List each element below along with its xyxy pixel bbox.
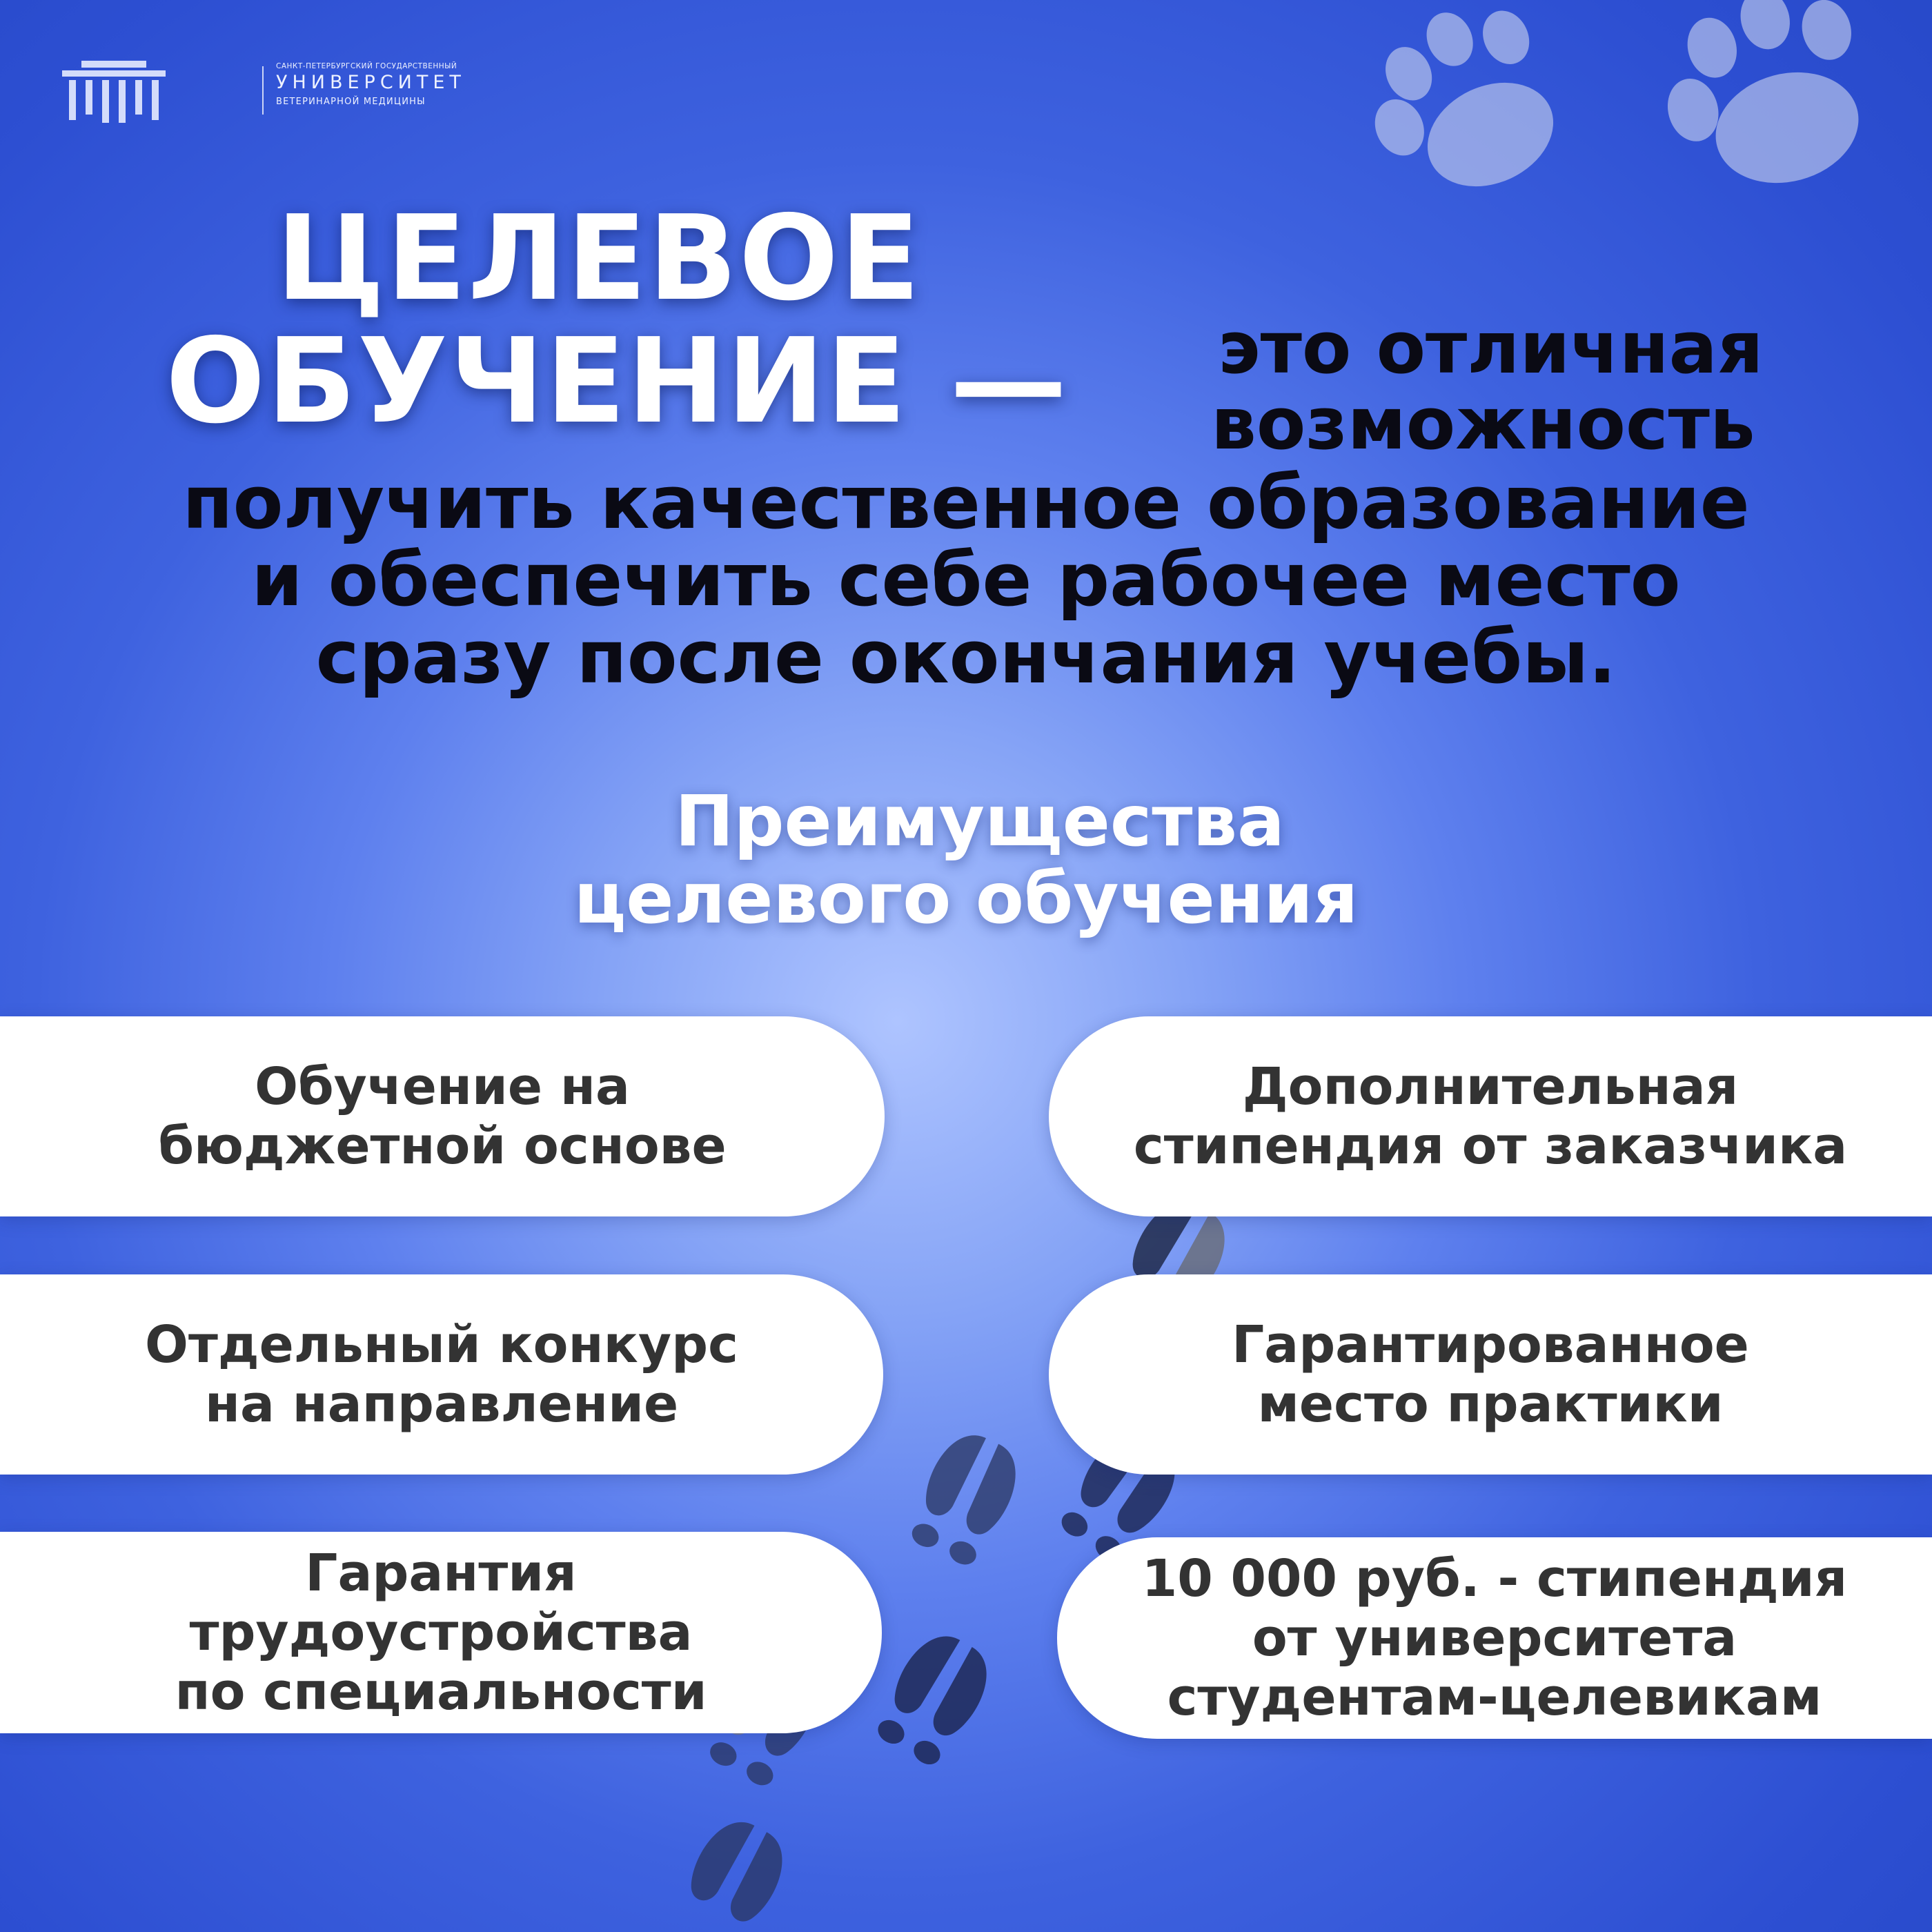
benefit-card-practice — [1049, 1274, 1932, 1475]
benefit-card-university-stipend — [1057, 1537, 1932, 1739]
benefit-text: Дополнительная стипендия от заказчика — [1133, 1057, 1848, 1176]
logo-divider — [262, 66, 264, 115]
hoof-print-icon — [868, 1623, 1002, 1772]
headline-body-1: получить качественное образование — [182, 460, 1750, 545]
subtitle-line-2: целевого обучения — [573, 858, 1359, 940]
paw-print-icon — [1644, 0, 1886, 208]
logo-line-1: САНКТ-ПЕТЕРБУРГСКИЙ ГОСУДАРСТВЕННЫЙ — [276, 62, 457, 70]
headline-body-3: сразу после окончания учебы. — [315, 615, 1617, 700]
colonnade-icon — [62, 61, 166, 124]
benefit-text: Отдельный конкурс на направление — [145, 1315, 738, 1434]
university-logo — [62, 57, 466, 126]
benefit-card-budget — [0, 1016, 885, 1216]
logo-line-2: УНИВЕРСИТЕТ — [276, 72, 466, 93]
benefit-card-separate-contest — [0, 1274, 883, 1475]
headline-line-1: ЦЕЛЕВОЕ — [276, 190, 922, 327]
benefit-text: Обучение на бюджетной основе — [158, 1057, 727, 1176]
benefit-text: Гарантия трудоустройства по специальности — [175, 1544, 707, 1722]
headline-body-2: и обеспечить себе рабочее место — [251, 538, 1681, 622]
benefit-card-employment — [0, 1532, 882, 1733]
benefit-card-extra-stipend — [1049, 1016, 1932, 1216]
hoof-print-icon — [902, 1423, 1029, 1571]
headline-line-2: ОБУЧЕНИЕ — — [166, 313, 1069, 450]
hoof-print-icon — [681, 1810, 796, 1929]
logo-line-3: ВЕТЕРИНАРНОЙ МЕДИЦИНЫ — [276, 97, 426, 107]
headline-side-2: возможность — [1211, 382, 1755, 466]
subtitle-line-1: Преимущества — [675, 780, 1285, 862]
benefit-text: 10 000 руб. - стипендия от университета студентам-целевикам — [1141, 1549, 1848, 1727]
benefit-text: Гарантированное место практики — [1232, 1315, 1749, 1434]
paw-print-icon — [1342, 0, 1581, 221]
headline-side-1: это отличная — [1218, 306, 1764, 390]
